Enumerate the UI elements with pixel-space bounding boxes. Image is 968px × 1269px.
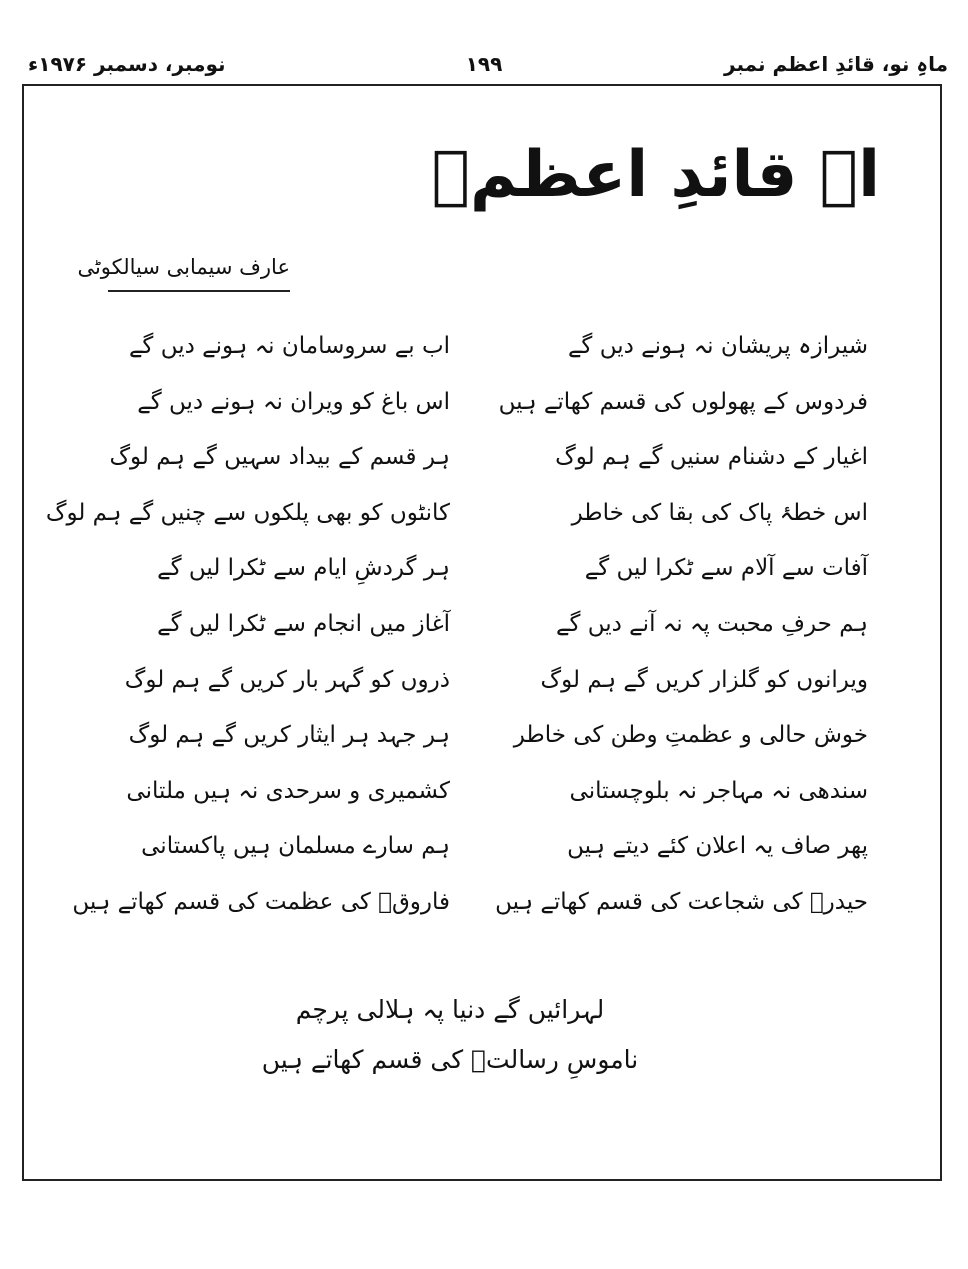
second-hemistich: ہر گردشِ ایام سے ٹکرا لیں گے (157, 555, 450, 582)
publication-title: ماہِ نو، قائدِ اعظم نمبر (724, 52, 948, 76)
couplet-row (0, 715, 968, 771)
couplet-row (0, 548, 968, 604)
second-hemistich: ہر قسم کے بیداد سہیں گے ہم لوگ (109, 444, 450, 471)
closing-line-1: لہرائیں گے دنیا پہ ہلالی پرچم (295, 995, 605, 1024)
couplet-row (0, 826, 968, 882)
couplet-row (0, 660, 968, 716)
first-hemistich: فردوس کے پھولوں کی قسم کھاتے ہیں (498, 388, 868, 415)
couplet-row (0, 882, 968, 938)
second-hemistich: کانٹوں کو بھی پلکوں سے چنیں گے ہم لوگ (45, 499, 450, 526)
poem-title: اے قائدِ اعظمؒ (431, 138, 880, 212)
first-hemistich: شیرازہ پریشان نہ ہونے دیں گے (567, 333, 868, 359)
poem-author: عارف سیمابی سیالکوٹی (77, 255, 290, 279)
second-hemistich: ہم سارے مسلمان ہیں پاکستانی (141, 833, 450, 860)
first-hemistich: اغیار کے دشنام سنیں گے ہم لوگ (555, 444, 868, 471)
couplet-row (0, 771, 968, 827)
second-hemistich: اس باغ کو ویران نہ ہونے دیں گے (137, 388, 450, 415)
first-hemistich: سندھی نہ مہاجر نہ بلوچستانی (569, 777, 868, 804)
first-hemistich: ویرانوں کو گلزار کریں گے ہم لوگ (540, 666, 868, 693)
author-underline (108, 290, 290, 292)
closing-line-2: ناموسِ رسالتؐ کی قسم کھاتے ہیں (261, 1045, 639, 1074)
first-hemistich: حیدرؓ کی شجاعت کی قسم کھاتے ہیں (495, 888, 868, 915)
couplet-row (0, 437, 968, 493)
page-number: ۱۹۹ (465, 52, 503, 76)
first-hemistich: ہم حرفِ محبت پہ نہ آنے دیں گے (555, 610, 868, 637)
first-hemistich: آفات سے آلام سے ٹکرا لیں گے (584, 555, 868, 582)
second-hemistich: کشمیری و سرحدی نہ ہیں ملتانی (126, 777, 450, 804)
couplet-row (0, 604, 968, 660)
issue-date: نومبر، دسمبر ۱۹۷۶ء (28, 52, 226, 76)
couplet-row (0, 326, 968, 382)
second-hemistich: آغاز میں انجام سے ٹکرا لیں گے (157, 610, 450, 637)
second-hemistich: ہر جہد ہر ایثار کریں گے ہم لوگ (128, 722, 450, 749)
second-hemistich: فاروقؓ کی عظمت کی قسم کھاتے ہیں (72, 888, 450, 915)
couplet-list (0, 326, 968, 938)
first-hemistich: خوش حالی و عظمتِ وطن کی خاطر (513, 722, 868, 749)
couplet-row (0, 382, 968, 438)
couplet-row (0, 493, 968, 549)
first-hemistich: اس خطۂ پاک کی بقا کی خاطر (571, 499, 868, 526)
first-hemistich: پھر صاف یہ اعلان کئے دیتے ہیں (567, 833, 868, 860)
second-hemistich: اب بے سروسامان نہ ہونے دیں گے (128, 333, 450, 359)
second-hemistich: ذروں کو گہر بار کریں گے ہم لوگ (124, 666, 450, 693)
